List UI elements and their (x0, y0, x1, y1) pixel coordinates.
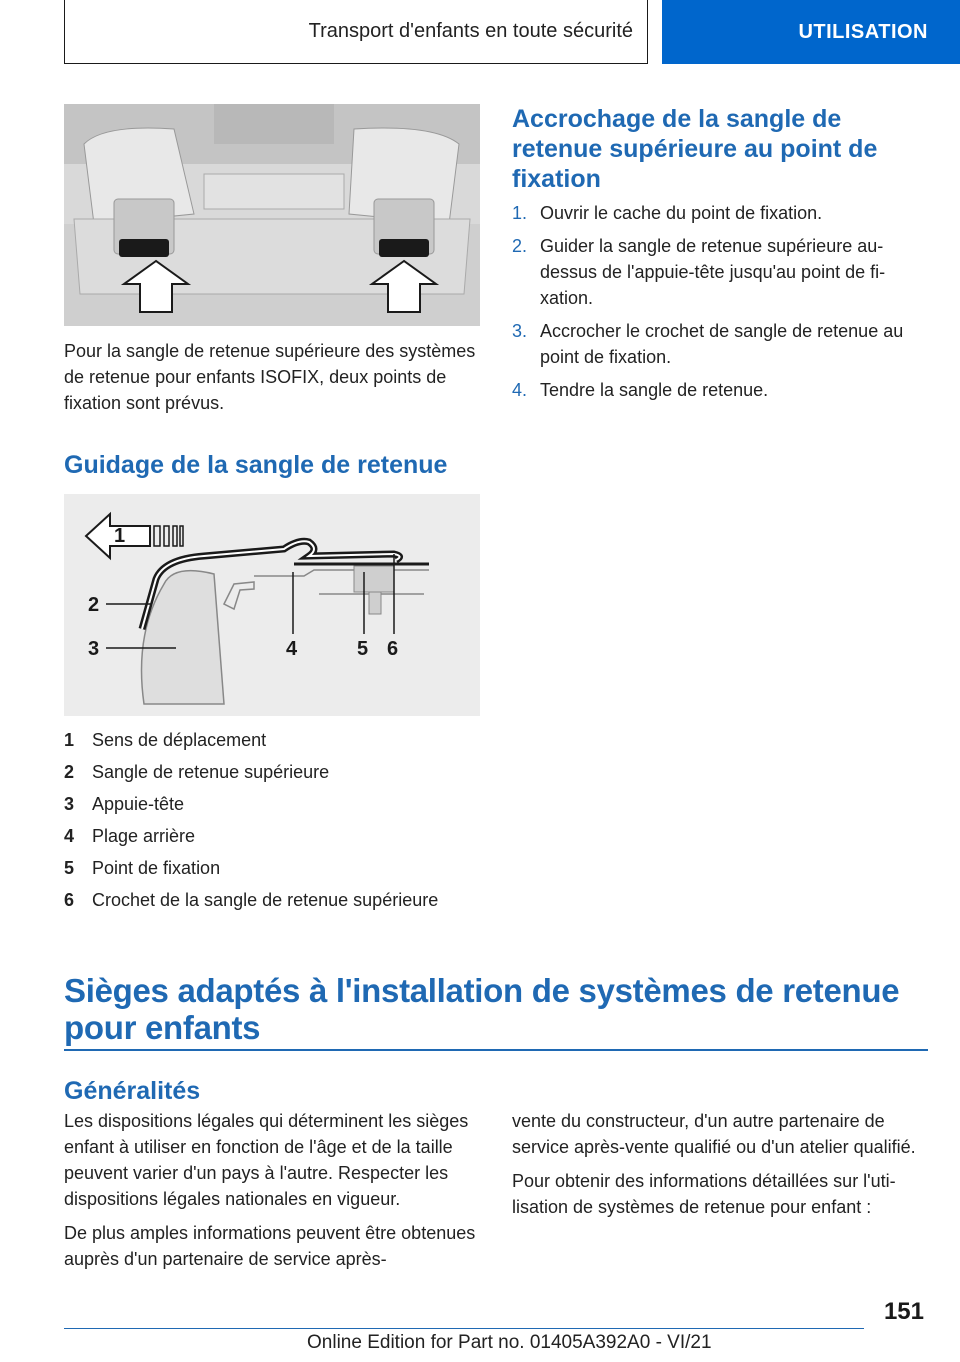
chapter-tab[interactable] (662, 0, 960, 64)
guidance-heading: Guidage de la sangle de retenue (64, 451, 448, 479)
diagram-label-4: 4 (286, 638, 298, 660)
legend-item (64, 756, 480, 788)
step-number: 4. (512, 380, 528, 400)
step-text: Accrocher le crochet de sangle de retenue au point de fixation. (540, 321, 904, 367)
legend-text: Point de fixation (92, 858, 221, 878)
general-paragraph: De plus amples informations peuvent être obtenues auprès d'un partenaire de service après- (64, 1223, 476, 1269)
step-text: Ouvrir le cache du point de fixation. (540, 203, 823, 223)
legend-number: 2 (64, 762, 75, 782)
general-left-column (64, 1108, 480, 1272)
legend-number: 4 (64, 826, 75, 846)
section-title-heading: Sièges adaptés à l'installation de systèmes de retenue pour enfants (64, 972, 900, 1046)
general-paragraph: Les dispositions légales qui déterminent les sièges enfant à utiliser en fonction de l'âge et de la taille peuvent varier d'un pays à l'autre. Respecter les dispositions légales nationales en vigueur. (64, 1111, 469, 1209)
edition-footer: Online Edition for Part no. 01405A392A0 - VI/21 (307, 1332, 712, 1353)
diagram-legend (64, 724, 480, 916)
diagram-label-5: 5 (357, 638, 369, 660)
general-paragraph: vente du constructeur, d'un autre partenaire de service après-vente qualifié ou d'un atelier qualifié. (512, 1111, 916, 1157)
general-paragraph: Pour obtenir des informations détaillées sur l'utilisation de systèmes de retenue pour enfant : (512, 1171, 896, 1217)
legend-number: 6 (64, 890, 75, 910)
step-item (512, 200, 928, 226)
strap-routing-illustration (64, 494, 480, 716)
legend-item (64, 788, 480, 820)
diagram-label-2: 2 (88, 594, 100, 616)
chapter-tab-label: UTILISATION (798, 20, 928, 43)
rear-shelf-illustration (64, 104, 480, 326)
section-title: Transport d'enfants en toute sécurité (308, 20, 633, 42)
general-heading: Généralités (64, 1077, 201, 1105)
legend-number: 3 (64, 794, 75, 814)
step-item (512, 233, 928, 311)
diagram-label-1: 1 (114, 525, 126, 547)
step-text: Tendre la sangle de retenue. (540, 380, 769, 400)
step-text: Guider la sangle de retenue supérieure audessus de l'appuie-tête jusqu'au point de fixation. (540, 236, 886, 308)
legend-item (64, 724, 480, 756)
page-number: 151 (883, 1298, 924, 1325)
attach-heading: Accrochage de la sangle de retenue supérieure au point de fixation (512, 105, 878, 193)
diagram-label-6: 6 (387, 638, 399, 660)
legend-text: Plage arrière (92, 826, 196, 846)
legend-item (64, 884, 480, 916)
step-number: 2. (512, 236, 528, 256)
strap-routing-diagram (64, 494, 480, 716)
legend-text: Crochet de la sangle de retenue supérieure (92, 890, 439, 910)
step-item (512, 377, 928, 403)
legend-item (64, 820, 480, 852)
step-item (512, 318, 928, 370)
attach-steps (512, 200, 928, 410)
legend-text: Sens de déplacement (92, 730, 267, 750)
footer-divider (64, 1328, 864, 1329)
legend-number: 1 (64, 730, 75, 750)
running-header (64, 0, 648, 64)
general-right-column (512, 1108, 928, 1220)
step-number: 3. (512, 321, 528, 341)
figure1-caption: Pour la sangle de retenue supérieure des systèmes de retenue pour enfants ISOFIX, deux points de fixation sont prévus. (64, 341, 476, 413)
rear-shelf-anchor-figure (64, 104, 480, 326)
diagram-label-3: 3 (88, 638, 100, 660)
section-divider (64, 1049, 928, 1051)
legend-text: Appuie-tête (92, 794, 185, 814)
legend-number: 5 (64, 858, 75, 878)
legend-item (64, 852, 480, 884)
step-number: 1. (512, 203, 528, 223)
legend-text: Sangle de retenue supérieure (92, 762, 330, 782)
